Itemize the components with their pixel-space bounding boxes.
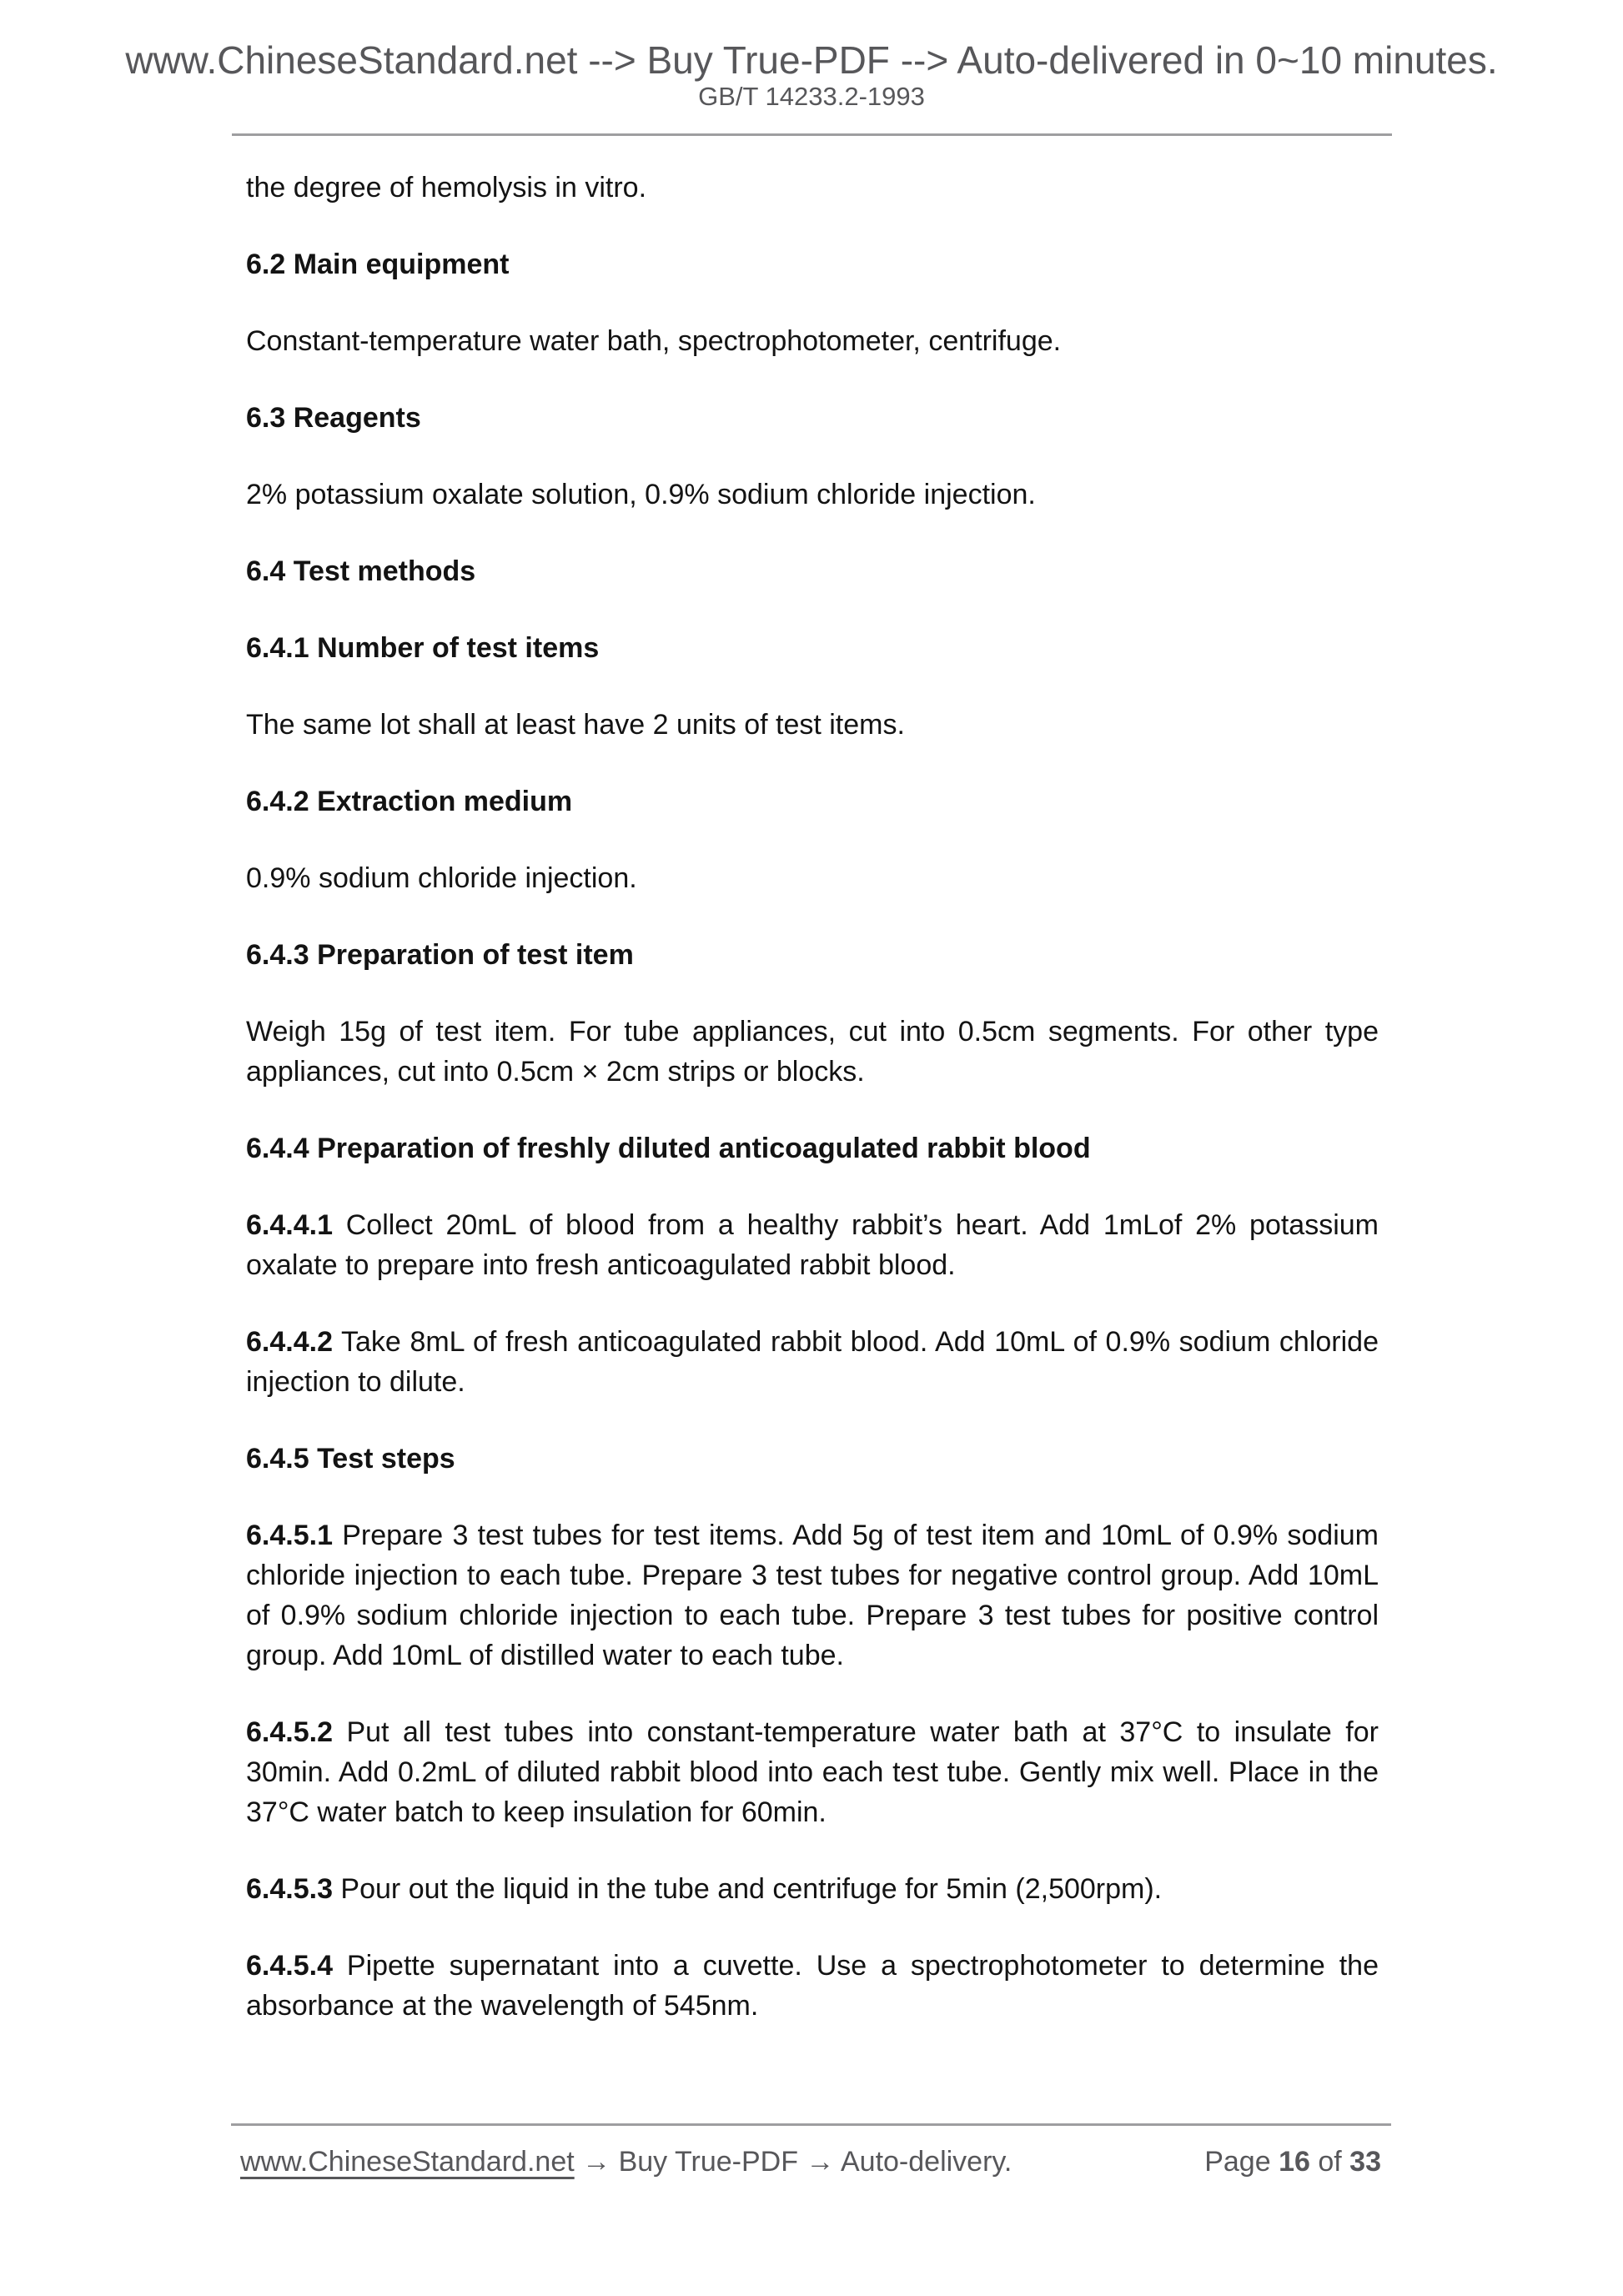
paragraph: Weigh 15g of test item. For tube appliances, cut into 0.5cm segments. For other type appliances, cut into 0.5cm × 2cm strips or blocks. <box>246 1016 1379 1088</box>
clause-text: Pipette supernatant into a cuvette. Use a spectrophotometer to determine the absorbance at the wavelength of 545nm. <box>246 1950 1379 2022</box>
section-heading: 6.4.1 Number of test items <box>246 632 600 664</box>
section-heading: 6.4.2 Extraction medium <box>246 786 573 817</box>
clause-number: 6.4.4.2 <box>246 1326 333 1358</box>
footer-divider <box>231 2123 1391 2126</box>
footer-site-link[interactable]: www.ChineseStandard.net <box>240 2146 575 2178</box>
page-header <box>0 0 1623 112</box>
page-label: Page <box>1204 2146 1271 2178</box>
paragraph: 2% potassium oxalate solution, 0.9% sodium chloride injection. <box>246 479 1036 510</box>
standard-code: GB/T 14233.2-1993 <box>698 82 925 111</box>
footer-left <box>240 2142 1012 2182</box>
page-of-label: of <box>1318 2146 1342 2178</box>
section-heading: 6.4.5 Test steps <box>246 1443 455 1475</box>
paragraph: the degree of hemolysis in vitro. <box>246 172 647 203</box>
clause-paragraph <box>246 1205 1379 1285</box>
clause-text: Prepare 3 test tubes for test items. Add 5g of test item and 10mL of 0.9% sodium chloride injection to each tube. Prepare 3 test tubes for negative control group. Add 10mL of 0.9% sodium chloride injection to each tube. Prepare 3 test tubes for positive control group. Add 10mL of distilled water to each tube. <box>246 1520 1379 1671</box>
paragraph: 0.9% sodium chloride injection. <box>246 862 637 894</box>
clause-number: 6.4.5.1 <box>246 1520 333 1551</box>
page-current: 16 <box>1279 2146 1310 2178</box>
clause-number: 6.4.4.1 <box>246 1209 333 1241</box>
clause-paragraph <box>246 1712 1379 1832</box>
section-heading: 6.2 Main equipment <box>246 249 510 280</box>
clause-paragraph <box>246 1946 1379 2026</box>
section-heading: 6.4 Test methods <box>246 555 476 587</box>
clause-text: Pour out the liquid in the tube and centrifuge for 5min (2,500rpm). <box>332 1873 1163 1905</box>
paragraph: The same lot shall at least have 2 units of test items. <box>246 709 905 741</box>
header-promo-text: www.ChineseStandard.net --> Buy True-PDF --> Auto-delivered in 0~10 minutes. <box>125 38 1498 82</box>
clause-paragraph <box>246 1515 1379 1676</box>
clause-number: 6.4.5.4 <box>246 1950 333 1982</box>
paragraph: Constant-temperature water bath, spectrophotometer, centrifuge. <box>246 325 1062 357</box>
clause-paragraph <box>246 1322 1379 1402</box>
section-heading: 6.4.4 Preparation of freshly diluted anticoagulated rabbit blood <box>246 1133 1091 1164</box>
section-heading: 6.4.3 Preparation of test item <box>246 939 634 971</box>
page-indicator <box>1204 2142 1381 2182</box>
page-footer <box>240 2142 1381 2182</box>
page-total: 33 <box>1349 2146 1381 2178</box>
section-heading: 6.3 Reagents <box>246 402 421 434</box>
clause-text: Take 8mL of fresh anticoagulated rabbit blood. Add 10mL of 0.9% sodium chloride injection to dilute. <box>246 1326 1379 1398</box>
clause-text: Put all test tubes into constant-temperature water bath at 37°C to insulate for 30min. Add 0.2mL of diluted rabbit blood into each test tube. Gently mix well. Place in the 37°C water batch to keep insulation for 60min. <box>246 1716 1379 1828</box>
document-body <box>246 136 1379 2026</box>
footer-promo-text: → Buy True-PDF → Auto-delivery. <box>582 2146 1012 2178</box>
clause-paragraph <box>246 1869 1379 1909</box>
clause-number: 6.4.5.2 <box>246 1716 333 1748</box>
clause-text: Collect 20mL of blood from a healthy rabbit’s heart. Add 1mLof 2% potassium oxalate to prepare into fresh anticoagulated rabbit blood. <box>246 1209 1379 1281</box>
clause-number: 6.4.5.3 <box>246 1873 333 1905</box>
